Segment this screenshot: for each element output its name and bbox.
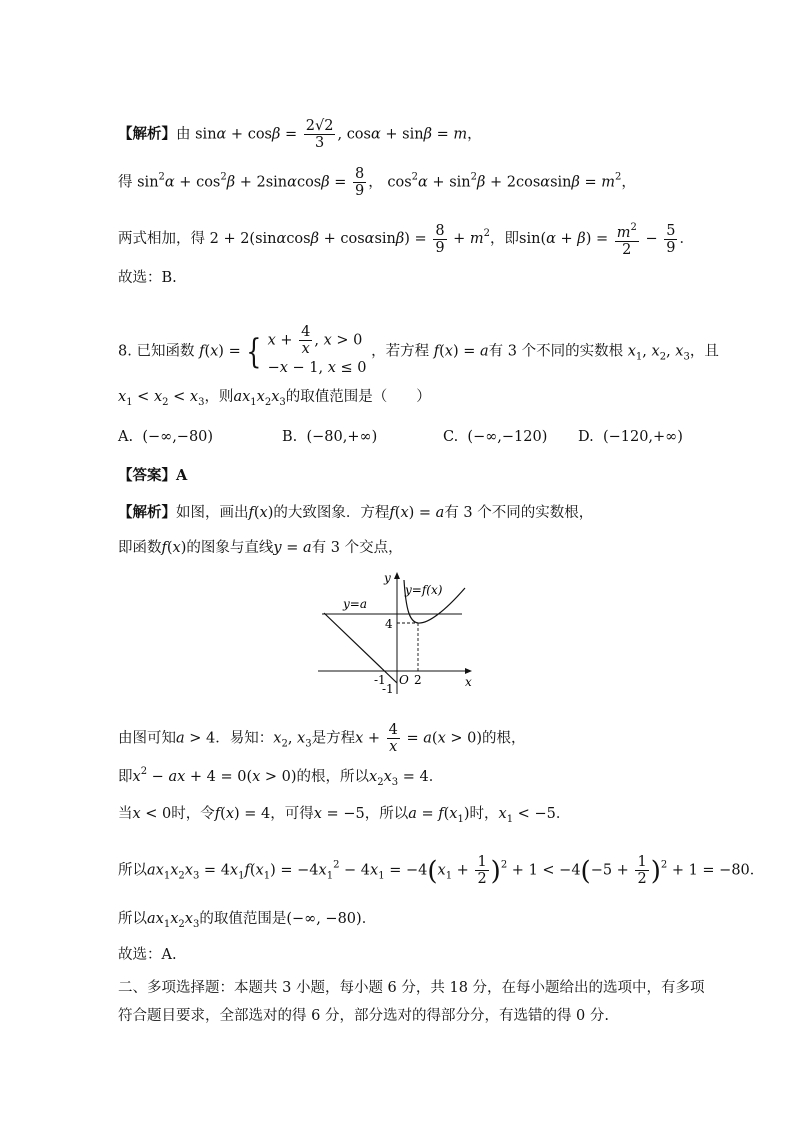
text: 有 3 个不同的实数根 [488, 343, 624, 360]
option-d: D. (−120,+∞) [578, 429, 683, 445]
text: 由 [176, 126, 191, 143]
y-axis-arrow [394, 572, 400, 579]
text: 得 [118, 174, 133, 191]
section2-line1: 二、多项选择题：本题共 3 小题，每小题 6 分，共 18 分，在每小题给出的选项中，有多项 [118, 980, 705, 996]
answer-tag: 【答案】A [118, 467, 188, 484]
text: 已知函数 [136, 343, 195, 360]
label-line: y=a [343, 597, 367, 611]
analysis7-line3: 两式相加，得 2 + 2(sinαcosβ + cosαsinβ) = $\frac{8}{9}$ + $m^2$，即sin(α + β) = $\frac{m^2}{2}$ − $\frac{5}{9}$ ． [118, 222, 694, 258]
question8-stem-line2: $x_1 < x_2 < x_3$，则$ax_1x_2x_3$的取值范围是（ ） [118, 389, 431, 408]
text: 的取值范围是（ ） [285, 389, 431, 405]
question8-stem: 8. 已知函数 f(x) = { x + $\frac{4}{x}$ , x > 0 −x − 1, x ≤ 0 ，若方程 f(x) = a有 3 个不同的实数根 $x_1$, $x_2$, $x_3$，且 [118, 324, 719, 379]
question-number: 8. [118, 343, 132, 360]
label-neg1-y: -1 [382, 682, 394, 696]
q8-step1: 由图可知a > 4．易知：$x_2$, $x_3$是方程x + $\frac{4}{x}$ = a(x > 0)的根， [118, 722, 526, 755]
q8-answer: 故选：A. [118, 947, 177, 963]
label-neg1-x: -1 [374, 673, 386, 687]
analysis7-answer: 故选：B. [118, 270, 177, 286]
label-y: y [384, 571, 391, 585]
fraction: $\frac{8}{9}$ [355, 166, 365, 199]
label-x: x [465, 675, 472, 689]
text: ，且 [689, 343, 719, 360]
label-origin: O [399, 673, 409, 687]
analysis7-line1: 【解析】由 sinα + cosβ = $\frac{2√2}{3}$ , cosα + sinβ = m， [118, 118, 482, 151]
fraction: $\frac{8}{9}$ [435, 222, 445, 256]
option-b: B. (−80,+∞) [282, 429, 378, 445]
option-c: C. (−∞,−120) [443, 429, 548, 445]
analysis7-line2: 得 $\sin^2\alpha + \cos^2\beta + 2\sin\alpha\cos\beta$ = $\frac{8}{9}$ ， $\cos^2\alpha + \sin^2\beta + 2\cos\alpha\sin\beta = m^2$， [118, 166, 636, 199]
label-curve: y=f(x) [405, 583, 443, 597]
text: ，即 [490, 231, 520, 247]
text: ，若方程 [371, 343, 430, 360]
label-4: 4 [385, 617, 393, 631]
analysis-tag: 【解析】 [118, 125, 176, 143]
section2-line2: 符合题目要求，全部选对的得 6 分，部分选对的得部分分，有选错的得 0 分. [118, 1008, 609, 1024]
x-axis-arrow [465, 668, 472, 674]
q8-step5: 所以$ax_1x_2x_3$的取值范围是(−∞, −80)． [118, 911, 377, 930]
option-a: A. (−∞,−80) [118, 429, 214, 445]
function-graph [310, 566, 480, 696]
q8-step4: 所以$ax_1x_2x_3 = 4x_1f(x_1) = -4x_1^2 - 4x_1 = -4(x_1$ + $\frac{1}{2}$ )$^2$ + 1 < −4(−5 + $\frac{1}{2}$ )$^2$ + 1 = −80． [118, 854, 765, 887]
q8-analysis-line2: 即函数f(x)的图象与直线y = a有 3 个交点， [118, 540, 403, 556]
q8-step2: 即$x^2$ − ax + 4 = 0(x > 0)的根，所以$x_2x_3 = 4$． [118, 766, 444, 788]
fraction: $\frac{5}{9}$ [666, 222, 676, 256]
q8-step3: 当x < 0时，令f(x) = 4，可得x = −5，所以$a = f(x_1)$时，$x_1 < -5$． [118, 806, 571, 825]
fraction: $\frac{2√2}{3}$ [305, 118, 334, 151]
analysis-tag: 【解析】 [118, 504, 176, 521]
text: ，则 [204, 389, 234, 405]
fraction: $\frac{m^2}{2}$ [616, 222, 637, 258]
q8-analysis-line1: 【解析】如图，画出f(x)的大致图象．方程f(x) = a有 3 个不同的实数根， [118, 504, 594, 521]
piecewise-cases: x + $\frac{4}{x}$ , x > 0 −x − 1, x ≤ 0 [267, 324, 367, 376]
text: 两式相加，得 [118, 231, 205, 247]
label-2: 2 [414, 673, 422, 687]
